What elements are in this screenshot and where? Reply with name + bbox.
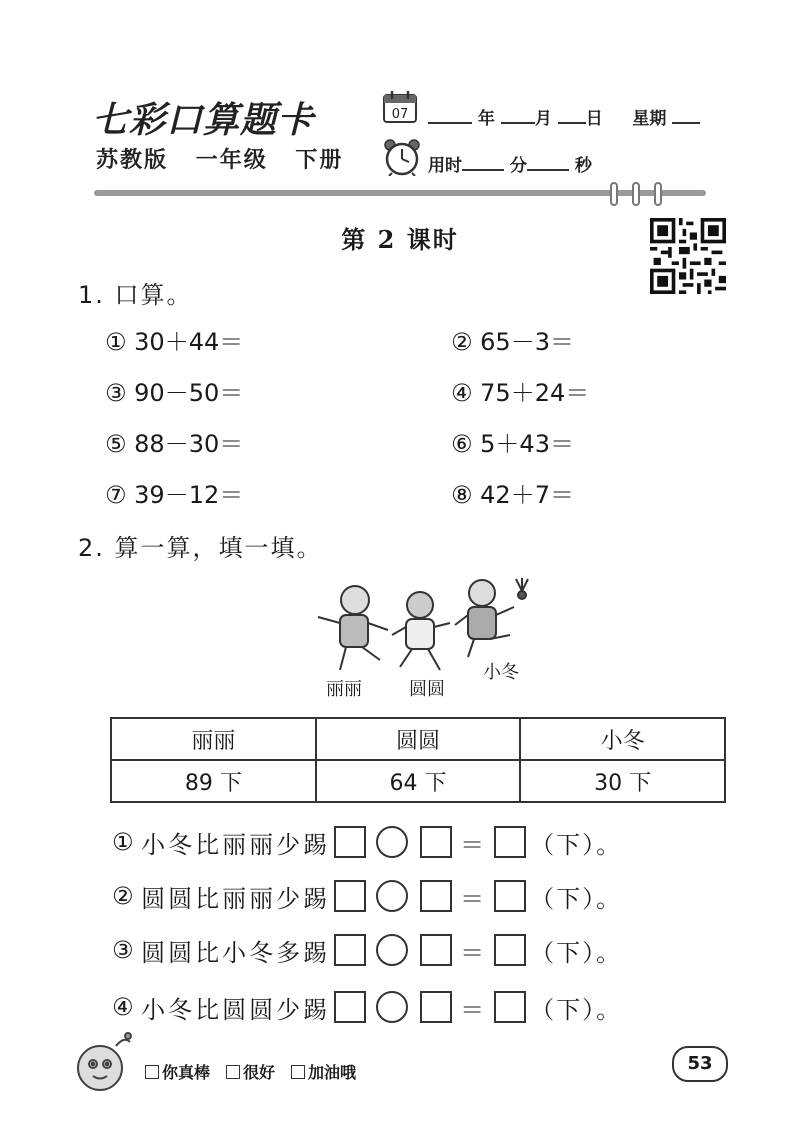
checkbox[interactable]: [145, 1065, 159, 1079]
lesson-title: 第 2 课时: [341, 225, 459, 254]
operator-circle[interactable]: [376, 826, 408, 858]
exercise-num: ②: [451, 328, 473, 356]
equals-sign: ＝: [460, 995, 485, 1024]
section2-title: 2. 算一算，填一填。: [78, 534, 323, 562]
exercise-4: [451, 373, 589, 408]
question-text: 小冬比丽丽少踢: [141, 830, 331, 859]
brand-title: 七彩口算题卡: [92, 99, 315, 141]
exercise-expr: 5＋43＝: [480, 430, 574, 458]
exercise-7: [105, 475, 243, 510]
equals-sign: ＝: [460, 830, 485, 859]
unit-label: （下）。: [530, 830, 623, 859]
rating-good[interactable]: [226, 1060, 275, 1083]
exercise-6: [451, 424, 574, 459]
question-num: ③: [112, 936, 134, 964]
question-text: 圆圆比丽丽少踢: [141, 884, 331, 913]
table-header: 丽丽: [111, 718, 316, 760]
unit-label: （下）。: [530, 938, 623, 967]
answer-box[interactable]: [494, 880, 526, 912]
exercise-expr: 30＋44＝: [134, 328, 244, 356]
figure-label-yuanyuan: 圆圆: [409, 679, 445, 700]
question-num: ①: [112, 828, 134, 856]
exercise-num: ⑤: [105, 430, 127, 458]
answer-box[interactable]: [334, 934, 366, 966]
equals-sign: ＝: [460, 884, 485, 913]
table-header-row: [111, 718, 725, 760]
question-2: [112, 876, 622, 916]
minutes-label: 分: [509, 156, 527, 176]
calendar-icon: [382, 90, 418, 124]
rating-label: 你真棒: [162, 1063, 211, 1082]
answer-box[interactable]: [494, 991, 526, 1023]
question-text: 小冬比圆圆少踢: [141, 995, 331, 1024]
question-4: [112, 987, 622, 1027]
answer-box[interactable]: [420, 991, 452, 1023]
answer-box[interactable]: [420, 826, 452, 858]
question-3: [112, 930, 622, 970]
day-label: 日: [585, 109, 603, 129]
exercise-5: [105, 424, 243, 459]
year-blank[interactable]: [428, 108, 472, 124]
question-1: [112, 822, 622, 862]
weekday-blank[interactable]: [672, 108, 700, 124]
weekday-label: 星期: [632, 109, 667, 129]
exercise-expr: 88－30＝: [134, 430, 244, 458]
calendar-day: 07: [391, 107, 409, 122]
edition: 苏教版: [96, 148, 169, 173]
alarm-clock-icon: [382, 138, 422, 176]
grade: 一年级: [195, 148, 268, 173]
figure-label-lili: 丽丽: [326, 679, 362, 700]
table-header: 小冬: [520, 718, 725, 760]
seconds-label: 秒: [574, 156, 592, 176]
time-used-label: 用时: [428, 156, 462, 176]
binding-rings-icon: [605, 181, 675, 209]
operator-circle[interactable]: [376, 934, 408, 966]
seconds-blank[interactable]: [527, 155, 569, 171]
question-num: ②: [112, 882, 134, 910]
exercise-expr: 39－12＝: [134, 481, 244, 509]
exercise-3: [105, 373, 243, 408]
rating-label: 加油哦: [308, 1063, 357, 1082]
question-num: ④: [112, 993, 134, 1021]
date-fields: [428, 104, 700, 129]
table-cell: 89 下: [111, 760, 316, 802]
rating-label: 很好: [243, 1063, 276, 1082]
table-cell: 30 下: [520, 760, 725, 802]
operator-circle[interactable]: [376, 880, 408, 912]
answer-box[interactable]: [494, 826, 526, 858]
operator-circle[interactable]: [376, 991, 408, 1023]
checkbox[interactable]: [226, 1065, 240, 1079]
kick-count-table: [110, 717, 726, 803]
day-blank[interactable]: [558, 108, 586, 124]
exercise-expr: 42＋7＝: [480, 481, 574, 509]
table-cell: 64 下: [316, 760, 521, 802]
qr-code-icon[interactable]: [650, 218, 726, 294]
exercise-num: ①: [105, 328, 127, 356]
exercise-num: ⑧: [451, 481, 473, 509]
exercise-num: ③: [105, 379, 127, 407]
rating-great[interactable]: [145, 1060, 210, 1083]
checkbox[interactable]: [291, 1065, 305, 1079]
answer-box[interactable]: [334, 991, 366, 1023]
equals-sign: ＝: [460, 938, 485, 967]
self-rating: [145, 1060, 356, 1083]
mascot-icon: [68, 1028, 138, 1098]
exercise-num: ⑥: [451, 430, 473, 458]
answer-box[interactable]: [420, 934, 452, 966]
exercise-expr: 90－50＝: [134, 379, 244, 407]
minutes-blank[interactable]: [462, 155, 504, 171]
question-text: 圆圆比小冬多踢: [141, 938, 331, 967]
month-label: 月: [534, 109, 552, 129]
volume: 下册: [295, 148, 344, 173]
edition-line: [96, 143, 361, 174]
exercise-8: [451, 475, 574, 510]
unit-label: （下）。: [530, 884, 623, 913]
answer-box[interactable]: [420, 880, 452, 912]
table-row: [111, 760, 725, 802]
answer-box[interactable]: [494, 934, 526, 966]
month-blank[interactable]: [501, 108, 535, 124]
year-label: 年: [477, 109, 495, 129]
exercise-2: [451, 322, 574, 357]
exercise-expr: 75＋24＝: [480, 379, 590, 407]
exercise-num: ④: [451, 379, 473, 407]
table-header: 圆圆: [316, 718, 521, 760]
time-fields: [428, 151, 592, 176]
exercise-num: ⑦: [105, 481, 127, 509]
section1-title: 1. 口算。: [78, 281, 193, 309]
exercise-1: [105, 322, 243, 357]
answer-box[interactable]: [334, 826, 366, 858]
figure-label-xiaodong: 小冬: [483, 662, 519, 683]
rating-keep-going[interactable]: [291, 1060, 356, 1083]
exercise-expr: 65－3＝: [480, 328, 574, 356]
answer-box[interactable]: [334, 880, 366, 912]
page-number: 53: [672, 1046, 728, 1082]
unit-label: （下）。: [530, 995, 623, 1024]
